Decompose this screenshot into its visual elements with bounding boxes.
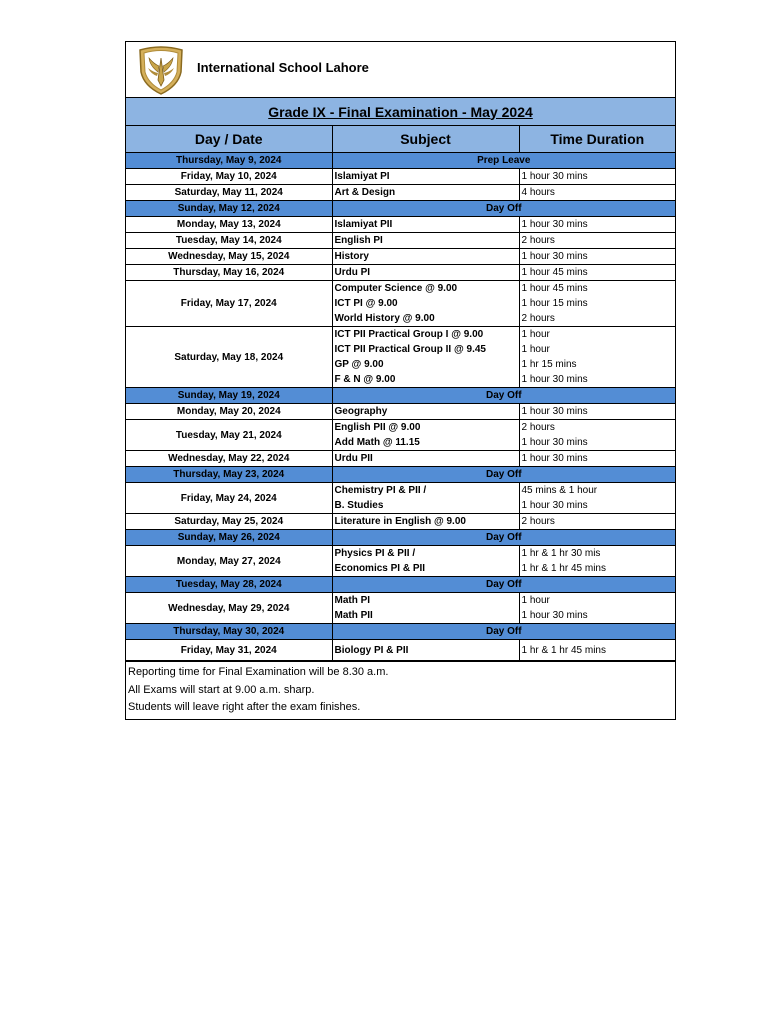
day-off-row bbox=[126, 624, 675, 640]
subject-cell bbox=[332, 514, 519, 530]
subject-cell bbox=[332, 265, 519, 281]
subject-line: ICT PII Practical Group II @ 9.45 bbox=[334, 344, 486, 355]
subject-line: Literature in English @ 9.00 bbox=[334, 516, 466, 527]
subject-line: English PII @ 9.00 bbox=[334, 422, 421, 433]
subject-cell bbox=[332, 483, 519, 514]
duration-line: 2 hours bbox=[521, 313, 555, 324]
day-date-cell: Monday, May 27, 2024 bbox=[126, 546, 332, 577]
note-reporting-time: Reporting time for Final Examination will be 8.30 a.m. bbox=[128, 666, 389, 678]
subject-line: Urdu PI bbox=[334, 267, 371, 278]
day-date-cell: Saturday, May 18, 2024 bbox=[126, 327, 332, 388]
duration-cell bbox=[519, 233, 675, 249]
day-date-cell: Friday, May 24, 2024 bbox=[126, 483, 332, 514]
duration-line: 1 hr & 1 hr 45 mins bbox=[521, 563, 606, 574]
day-date-cell: Thursday, May 23, 2024 bbox=[126, 467, 332, 483]
day-date-cell: Wednesday, May 29, 2024 bbox=[126, 593, 332, 624]
duration-cell bbox=[519, 514, 675, 530]
exam-row bbox=[126, 593, 675, 624]
school-name: International School Lahore bbox=[197, 60, 369, 75]
day-date-cell: Friday, May 31, 2024 bbox=[126, 640, 332, 661]
subject-line: Economics PI & PII bbox=[334, 563, 426, 574]
exam-row bbox=[126, 404, 675, 420]
schedule-table bbox=[126, 126, 675, 661]
subject-line: ICT PI @ 9.00 bbox=[334, 298, 398, 309]
subject-cell bbox=[332, 546, 519, 577]
subject-cell bbox=[332, 169, 519, 185]
duration-line: 1 hour 30 mins bbox=[521, 251, 588, 262]
duration-cell bbox=[519, 327, 675, 388]
duration-cell bbox=[519, 404, 675, 420]
subject-line: Islamiyat PII bbox=[334, 219, 393, 230]
subject-line: B. Studies bbox=[334, 500, 384, 511]
exam-row bbox=[126, 546, 675, 577]
subject-line: Math PI bbox=[334, 595, 371, 606]
day-date-cell: Tuesday, May 28, 2024 bbox=[126, 577, 332, 593]
day-off-label: Day Off bbox=[332, 624, 675, 640]
subject-line: Chemistry PI & PII / bbox=[334, 485, 427, 496]
duration-line: 2 hours bbox=[521, 235, 555, 246]
duration-line: 1 hour 15 mins bbox=[521, 298, 588, 309]
day-off-label: Day Off bbox=[332, 577, 675, 593]
duration-cell bbox=[519, 169, 675, 185]
duration-line: 45 mins & 1 hour bbox=[521, 485, 598, 496]
exam-row bbox=[126, 249, 675, 265]
subject-line: English PI bbox=[334, 235, 383, 246]
exam-row bbox=[126, 327, 675, 388]
exam-row bbox=[126, 281, 675, 327]
table-header-row bbox=[126, 126, 675, 153]
subject-line: Urdu PII bbox=[334, 453, 373, 464]
duration-cell bbox=[519, 593, 675, 624]
day-off-label: Day Off bbox=[332, 530, 675, 546]
day-off-label: Day Off bbox=[332, 467, 675, 483]
exam-row bbox=[126, 483, 675, 514]
duration-line: 1 hr & 1 hr 30 mis bbox=[521, 548, 601, 559]
duration-line: 1 hour 30 mins bbox=[521, 219, 588, 230]
subject-cell bbox=[332, 217, 519, 233]
schedule-body bbox=[126, 153, 675, 661]
day-off-row bbox=[126, 577, 675, 593]
day-date-cell: Tuesday, May 14, 2024 bbox=[126, 233, 332, 249]
duration-line: 1 hour 45 mins bbox=[521, 267, 588, 278]
subject-line: Geography bbox=[334, 406, 388, 417]
subject-cell bbox=[332, 640, 519, 661]
duration-line: 1 hour 30 mins bbox=[521, 171, 588, 182]
day-off-row bbox=[126, 530, 675, 546]
exam-row bbox=[126, 420, 675, 451]
day-date-cell: Friday, May 10, 2024 bbox=[126, 169, 332, 185]
subject-line: Math PII bbox=[334, 610, 373, 621]
subject-cell bbox=[332, 327, 519, 388]
exam-row bbox=[126, 451, 675, 467]
duration-cell bbox=[519, 640, 675, 661]
column-header-subject: Subject bbox=[332, 126, 519, 153]
school-header bbox=[126, 42, 675, 98]
subject-cell bbox=[332, 404, 519, 420]
subject-cell bbox=[332, 593, 519, 624]
duration-cell bbox=[519, 217, 675, 233]
day-date-cell: Wednesday, May 22, 2024 bbox=[126, 451, 332, 467]
subject-cell bbox=[332, 451, 519, 467]
subject-line: Islamiyat PI bbox=[334, 171, 390, 182]
exam-row bbox=[126, 640, 675, 661]
subject-cell bbox=[332, 281, 519, 327]
column-header-duration: Time Duration bbox=[519, 126, 675, 153]
duration-cell bbox=[519, 281, 675, 327]
duration-line: 1 hour 30 mins bbox=[521, 406, 588, 417]
duration-line: 1 hour bbox=[521, 595, 550, 606]
exam-row bbox=[126, 169, 675, 185]
day-date-cell: Wednesday, May 15, 2024 bbox=[126, 249, 332, 265]
duration-line: 1 hr & 1 hr 45 mins bbox=[521, 644, 606, 656]
subject-line: Biology PI & PII bbox=[334, 644, 409, 656]
duration-line: 1 hr 15 mins bbox=[521, 359, 577, 370]
exam-title bbox=[126, 98, 675, 126]
day-date-cell: Sunday, May 12, 2024 bbox=[126, 201, 332, 217]
subject-cell bbox=[332, 420, 519, 451]
day-date-cell: Saturday, May 11, 2024 bbox=[126, 185, 332, 201]
subject-line: Art & Design bbox=[334, 187, 396, 198]
day-date-cell: Monday, May 20, 2024 bbox=[126, 404, 332, 420]
note-leave: Students will leave right after the exam finishes. bbox=[128, 701, 361, 713]
duration-line: 1 hour bbox=[521, 344, 550, 355]
note-start-time: All Exams will start at 9.00 a.m. sharp. bbox=[128, 683, 315, 696]
duration-line: 2 hours bbox=[521, 516, 555, 527]
column-header-day: Day / Date bbox=[126, 126, 332, 153]
subject-line: Computer Science @ 9.00 bbox=[334, 283, 458, 294]
duration-cell bbox=[519, 483, 675, 514]
subject-line: History bbox=[334, 251, 369, 262]
exam-row bbox=[126, 265, 675, 281]
day-date-cell: Sunday, May 26, 2024 bbox=[126, 530, 332, 546]
duration-cell bbox=[519, 185, 675, 201]
day-date-cell: Friday, May 17, 2024 bbox=[126, 281, 332, 327]
day-date-cell: Monday, May 13, 2024 bbox=[126, 217, 332, 233]
subject-cell bbox=[332, 233, 519, 249]
subject-line: Physics PI & PII / bbox=[334, 548, 416, 559]
exam-row bbox=[126, 233, 675, 249]
day-off-row bbox=[126, 201, 675, 217]
exam-row bbox=[126, 185, 675, 201]
notes-section bbox=[126, 661, 675, 719]
duration-cell bbox=[519, 265, 675, 281]
exam-row bbox=[126, 217, 675, 233]
day-off-label: Day Off bbox=[332, 201, 675, 217]
day-off-row bbox=[126, 467, 675, 483]
duration-line: 1 hour 30 mins bbox=[521, 453, 588, 464]
duration-line: 2 hours bbox=[521, 422, 555, 433]
day-date-cell: Sunday, May 19, 2024 bbox=[126, 388, 332, 404]
duration-line: 1 hour 45 mins bbox=[521, 283, 588, 294]
exam-title-text: Grade IX - Final Examination - May 2024 bbox=[268, 103, 533, 120]
day-off-row bbox=[126, 153, 675, 169]
subject-cell bbox=[332, 185, 519, 201]
duration-cell bbox=[519, 249, 675, 265]
duration-line: 4 hours bbox=[521, 187, 555, 198]
duration-line: 1 hour 30 mins bbox=[521, 374, 588, 385]
subject-line: World History @ 9.00 bbox=[334, 313, 435, 324]
day-off-label: Prep Leave bbox=[332, 153, 675, 169]
day-off-label: Day Off bbox=[332, 388, 675, 404]
day-date-cell: Tuesday, May 21, 2024 bbox=[126, 420, 332, 451]
day-date-cell: Thursday, May 9, 2024 bbox=[126, 153, 332, 169]
subject-line: Add Math @ 11.15 bbox=[334, 437, 420, 448]
day-date-cell: Thursday, May 30, 2024 bbox=[126, 624, 332, 640]
subject-cell bbox=[332, 249, 519, 265]
subject-line: ICT PII Practical Group I @ 9.00 bbox=[334, 329, 484, 340]
duration-line: 1 hour 30 mins bbox=[521, 610, 588, 621]
duration-cell bbox=[519, 451, 675, 467]
duration-line: 1 hour 30 mins bbox=[521, 500, 588, 511]
duration-cell bbox=[519, 420, 675, 451]
day-off-row bbox=[126, 388, 675, 404]
duration-line: 1 hour bbox=[521, 329, 550, 340]
duration-line: 1 hour 30 mins bbox=[521, 437, 588, 448]
subject-line: GP @ 9.00 bbox=[334, 359, 384, 370]
subject-line: F & N @ 9.00 bbox=[334, 374, 396, 385]
exam-schedule-sheet bbox=[125, 41, 676, 720]
school-crest-icon bbox=[136, 44, 186, 96]
day-date-cell: Saturday, May 25, 2024 bbox=[126, 514, 332, 530]
duration-cell bbox=[519, 546, 675, 577]
exam-row bbox=[126, 514, 675, 530]
day-date-cell: Thursday, May 16, 2024 bbox=[126, 265, 332, 281]
